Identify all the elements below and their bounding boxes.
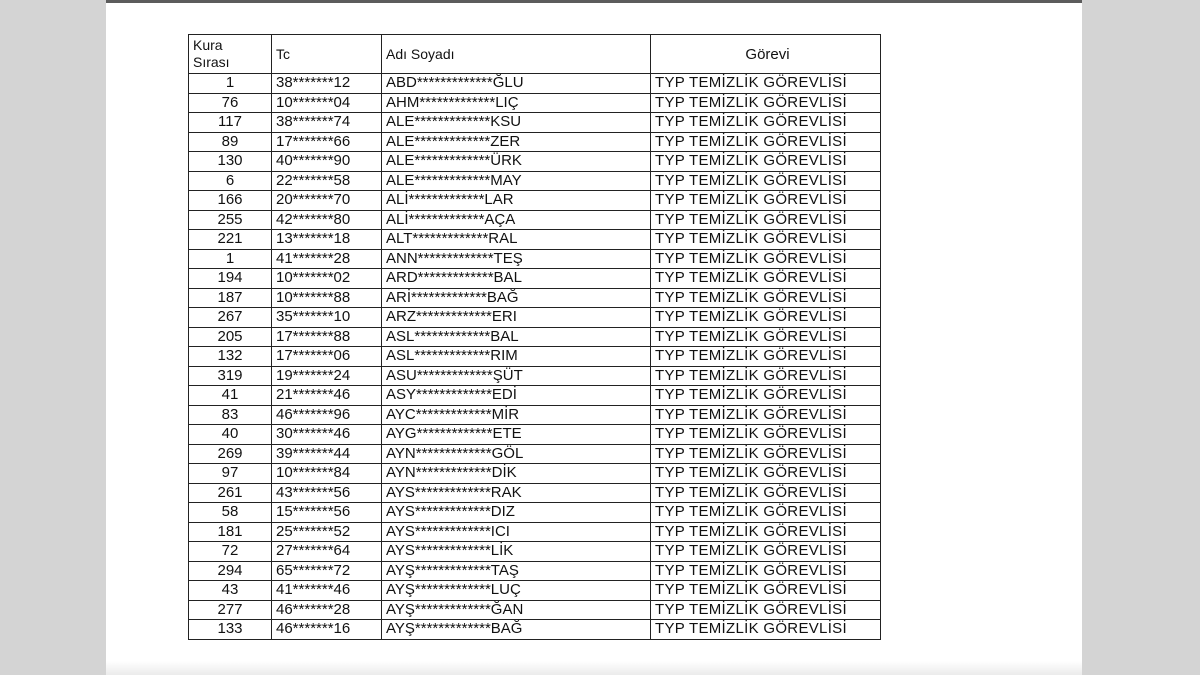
cell-tc: 46*******28	[272, 600, 382, 620]
page-bottom-fade	[106, 661, 1082, 675]
table-body	[189, 74, 881, 640]
cell-adi-soyadi: ANN*************TEŞ	[382, 249, 651, 269]
cell-tc: 30*******46	[272, 425, 382, 445]
cell-tc: 38*******74	[272, 113, 382, 133]
cell-kura-sirasi: 187	[189, 288, 272, 308]
header-adi-soyadi: Adı Soyadı	[382, 35, 651, 74]
cell-tc: 43*******56	[272, 483, 382, 503]
cell-adi-soyadi: AYN*************DİK	[382, 464, 651, 484]
cell-tc: 17*******06	[272, 347, 382, 367]
cell-adi-soyadi: AYS*************DIZ	[382, 503, 651, 523]
cell-gorevi: TYP TEMİZLİK GÖREVLİSİ	[651, 288, 881, 308]
table-row	[189, 542, 881, 562]
cell-tc: 39*******44	[272, 444, 382, 464]
table-row	[189, 620, 881, 640]
table-row	[189, 522, 881, 542]
cell-gorevi: TYP TEMİZLİK GÖREVLİSİ	[651, 171, 881, 191]
cell-kura-sirasi: 221	[189, 230, 272, 250]
cell-kura-sirasi: 97	[189, 464, 272, 484]
cell-adi-soyadi: ARZ*************ERI	[382, 308, 651, 328]
cell-gorevi: TYP TEMİZLİK GÖREVLİSİ	[651, 425, 881, 445]
cell-tc: 38*******12	[272, 74, 382, 94]
cell-gorevi: TYP TEMİZLİK GÖREVLİSİ	[651, 347, 881, 367]
table-row	[189, 464, 881, 484]
cell-kura-sirasi: 194	[189, 269, 272, 289]
table-row	[189, 503, 881, 523]
table-row	[189, 308, 881, 328]
table-row	[189, 444, 881, 464]
header-kura-sirasi	[189, 35, 272, 74]
cell-gorevi: TYP TEMİZLİK GÖREVLİSİ	[651, 327, 881, 347]
table-row	[189, 347, 881, 367]
cell-adi-soyadi: ARD*************BAL	[382, 269, 651, 289]
table-row	[189, 425, 881, 445]
table-row	[189, 74, 881, 94]
table-row	[189, 249, 881, 269]
header-gorevi: Görevi	[651, 35, 881, 74]
cell-kura-sirasi: 269	[189, 444, 272, 464]
table-row	[189, 269, 881, 289]
cell-tc: 17*******88	[272, 327, 382, 347]
cell-kura-sirasi: 294	[189, 561, 272, 581]
cell-adi-soyadi: AYŞ*************TAŞ	[382, 561, 651, 581]
cell-adi-soyadi: ALT*************RAL	[382, 230, 651, 250]
cell-gorevi: TYP TEMİZLİK GÖREVLİSİ	[651, 464, 881, 484]
cell-tc: 10*******84	[272, 464, 382, 484]
cell-gorevi: TYP TEMİZLİK GÖREVLİSİ	[651, 386, 881, 406]
cell-adi-soyadi: ABD*************ĞLU	[382, 74, 651, 94]
cell-kura-sirasi: 1	[189, 249, 272, 269]
table-row	[189, 366, 881, 386]
table-row	[189, 561, 881, 581]
cell-gorevi: TYP TEMİZLİK GÖREVLİSİ	[651, 366, 881, 386]
cell-gorevi: TYP TEMİZLİK GÖREVLİSİ	[651, 308, 881, 328]
header-tc: Tc	[272, 35, 382, 74]
cell-tc: 20*******70	[272, 191, 382, 211]
cell-kura-sirasi: 83	[189, 405, 272, 425]
table-row	[189, 93, 881, 113]
cell-kura-sirasi: 41	[189, 386, 272, 406]
cell-kura-sirasi: 89	[189, 132, 272, 152]
cell-gorevi: TYP TEMİZLİK GÖREVLİSİ	[651, 93, 881, 113]
cell-tc: 35*******10	[272, 308, 382, 328]
cell-adi-soyadi: ARİ*************BAĞ	[382, 288, 651, 308]
document-page	[106, 0, 1082, 675]
table-row	[189, 152, 881, 172]
cell-gorevi: TYP TEMİZLİK GÖREVLİSİ	[651, 230, 881, 250]
table-row	[189, 230, 881, 250]
cell-adi-soyadi: ALİ*************LAR	[382, 191, 651, 211]
cell-adi-soyadi: AYŞ*************BAĞ	[382, 620, 651, 640]
cell-adi-soyadi: ALE*************ZER	[382, 132, 651, 152]
cell-adi-soyadi: ASU*************ŞÜT	[382, 366, 651, 386]
cell-tc: 46*******96	[272, 405, 382, 425]
cell-adi-soyadi: AYŞ*************ĞAN	[382, 600, 651, 620]
cell-adi-soyadi: AYC*************MİR	[382, 405, 651, 425]
cell-gorevi: TYP TEMİZLİK GÖREVLİSİ	[651, 152, 881, 172]
cell-adi-soyadi: ALE*************ÜRK	[382, 152, 651, 172]
header-kura-line1: Kura	[193, 37, 223, 53]
cell-gorevi: TYP TEMİZLİK GÖREVLİSİ	[651, 113, 881, 133]
table-row	[189, 327, 881, 347]
cell-gorevi: TYP TEMİZLİK GÖREVLİSİ	[651, 620, 881, 640]
cell-kura-sirasi: 133	[189, 620, 272, 640]
cell-kura-sirasi: 40	[189, 425, 272, 445]
table-row	[189, 132, 881, 152]
cell-gorevi: TYP TEMİZLİK GÖREVLİSİ	[651, 542, 881, 562]
cell-adi-soyadi: AYS*************LİK	[382, 542, 651, 562]
cell-tc: 15*******56	[272, 503, 382, 523]
cell-tc: 10*******02	[272, 269, 382, 289]
cell-kura-sirasi: 267	[189, 308, 272, 328]
cell-kura-sirasi: 166	[189, 191, 272, 211]
cell-kura-sirasi: 181	[189, 522, 272, 542]
cell-adi-soyadi: ALİ*************AÇA	[382, 210, 651, 230]
cell-kura-sirasi: 255	[189, 210, 272, 230]
cell-tc: 17*******66	[272, 132, 382, 152]
cell-tc: 27*******64	[272, 542, 382, 562]
cell-gorevi: TYP TEMİZLİK GÖREVLİSİ	[651, 132, 881, 152]
table-row	[189, 483, 881, 503]
header-row	[189, 35, 881, 74]
cell-tc: 22*******58	[272, 171, 382, 191]
header-kura-line2: Sırası	[193, 54, 230, 70]
cell-gorevi: TYP TEMİZLİK GÖREVLİSİ	[651, 210, 881, 230]
cell-adi-soyadi: ASL*************BAL	[382, 327, 651, 347]
cell-adi-soyadi: AYG*************ETE	[382, 425, 651, 445]
table-row	[189, 600, 881, 620]
cell-tc: 46*******16	[272, 620, 382, 640]
cell-adi-soyadi: ASY*************EDİ	[382, 386, 651, 406]
cell-gorevi: TYP TEMİZLİK GÖREVLİSİ	[651, 522, 881, 542]
table-row	[189, 405, 881, 425]
cell-adi-soyadi: ALE*************MAY	[382, 171, 651, 191]
cell-gorevi: TYP TEMİZLİK GÖREVLİSİ	[651, 503, 881, 523]
cell-kura-sirasi: 319	[189, 366, 272, 386]
cell-tc: 19*******24	[272, 366, 382, 386]
cell-tc: 13*******18	[272, 230, 382, 250]
cell-adi-soyadi: AYS*************ICI	[382, 522, 651, 542]
cell-adi-soyadi: ALE*************KSU	[382, 113, 651, 133]
cell-gorevi: TYP TEMİZLİK GÖREVLİSİ	[651, 600, 881, 620]
cell-tc: 40*******90	[272, 152, 382, 172]
table-header	[189, 35, 881, 74]
cell-kura-sirasi: 6	[189, 171, 272, 191]
cell-kura-sirasi: 277	[189, 600, 272, 620]
cell-kura-sirasi: 117	[189, 113, 272, 133]
cell-kura-sirasi: 58	[189, 503, 272, 523]
cell-gorevi: TYP TEMİZLİK GÖREVLİSİ	[651, 191, 881, 211]
cell-gorevi: TYP TEMİZLİK GÖREVLİSİ	[651, 561, 881, 581]
cell-kura-sirasi: 205	[189, 327, 272, 347]
cell-kura-sirasi: 261	[189, 483, 272, 503]
cell-tc: 42*******80	[272, 210, 382, 230]
cell-adi-soyadi: AYS*************RAK	[382, 483, 651, 503]
cell-tc: 10*******88	[272, 288, 382, 308]
cell-gorevi: TYP TEMİZLİK GÖREVLİSİ	[651, 74, 881, 94]
cell-gorevi: TYP TEMİZLİK GÖREVLİSİ	[651, 483, 881, 503]
cell-tc: 21*******46	[272, 386, 382, 406]
table-row	[189, 581, 881, 601]
cell-tc: 10*******04	[272, 93, 382, 113]
cell-gorevi: TYP TEMİZLİK GÖREVLİSİ	[651, 269, 881, 289]
cell-kura-sirasi: 72	[189, 542, 272, 562]
table-row	[189, 288, 881, 308]
personnel-table	[188, 34, 881, 640]
cell-adi-soyadi: AHM*************LIÇ	[382, 93, 651, 113]
cell-gorevi: TYP TEMİZLİK GÖREVLİSİ	[651, 444, 881, 464]
table-row	[189, 386, 881, 406]
cell-tc: 41*******46	[272, 581, 382, 601]
cell-gorevi: TYP TEMİZLİK GÖREVLİSİ	[651, 249, 881, 269]
cell-tc: 65*******72	[272, 561, 382, 581]
cell-adi-soyadi: AYN*************GÖL	[382, 444, 651, 464]
cell-kura-sirasi: 76	[189, 93, 272, 113]
cell-kura-sirasi: 43	[189, 581, 272, 601]
table-row	[189, 113, 881, 133]
cell-gorevi: TYP TEMİZLİK GÖREVLİSİ	[651, 405, 881, 425]
cell-kura-sirasi: 1	[189, 74, 272, 94]
table-row	[189, 171, 881, 191]
cell-adi-soyadi: ASL*************RIM	[382, 347, 651, 367]
cell-kura-sirasi: 132	[189, 347, 272, 367]
cell-adi-soyadi: AYŞ*************LUÇ	[382, 581, 651, 601]
cell-gorevi: TYP TEMİZLİK GÖREVLİSİ	[651, 581, 881, 601]
table-row	[189, 191, 881, 211]
cell-kura-sirasi: 130	[189, 152, 272, 172]
cell-tc: 41*******28	[272, 249, 382, 269]
table-row	[189, 210, 881, 230]
cell-tc: 25*******52	[272, 522, 382, 542]
